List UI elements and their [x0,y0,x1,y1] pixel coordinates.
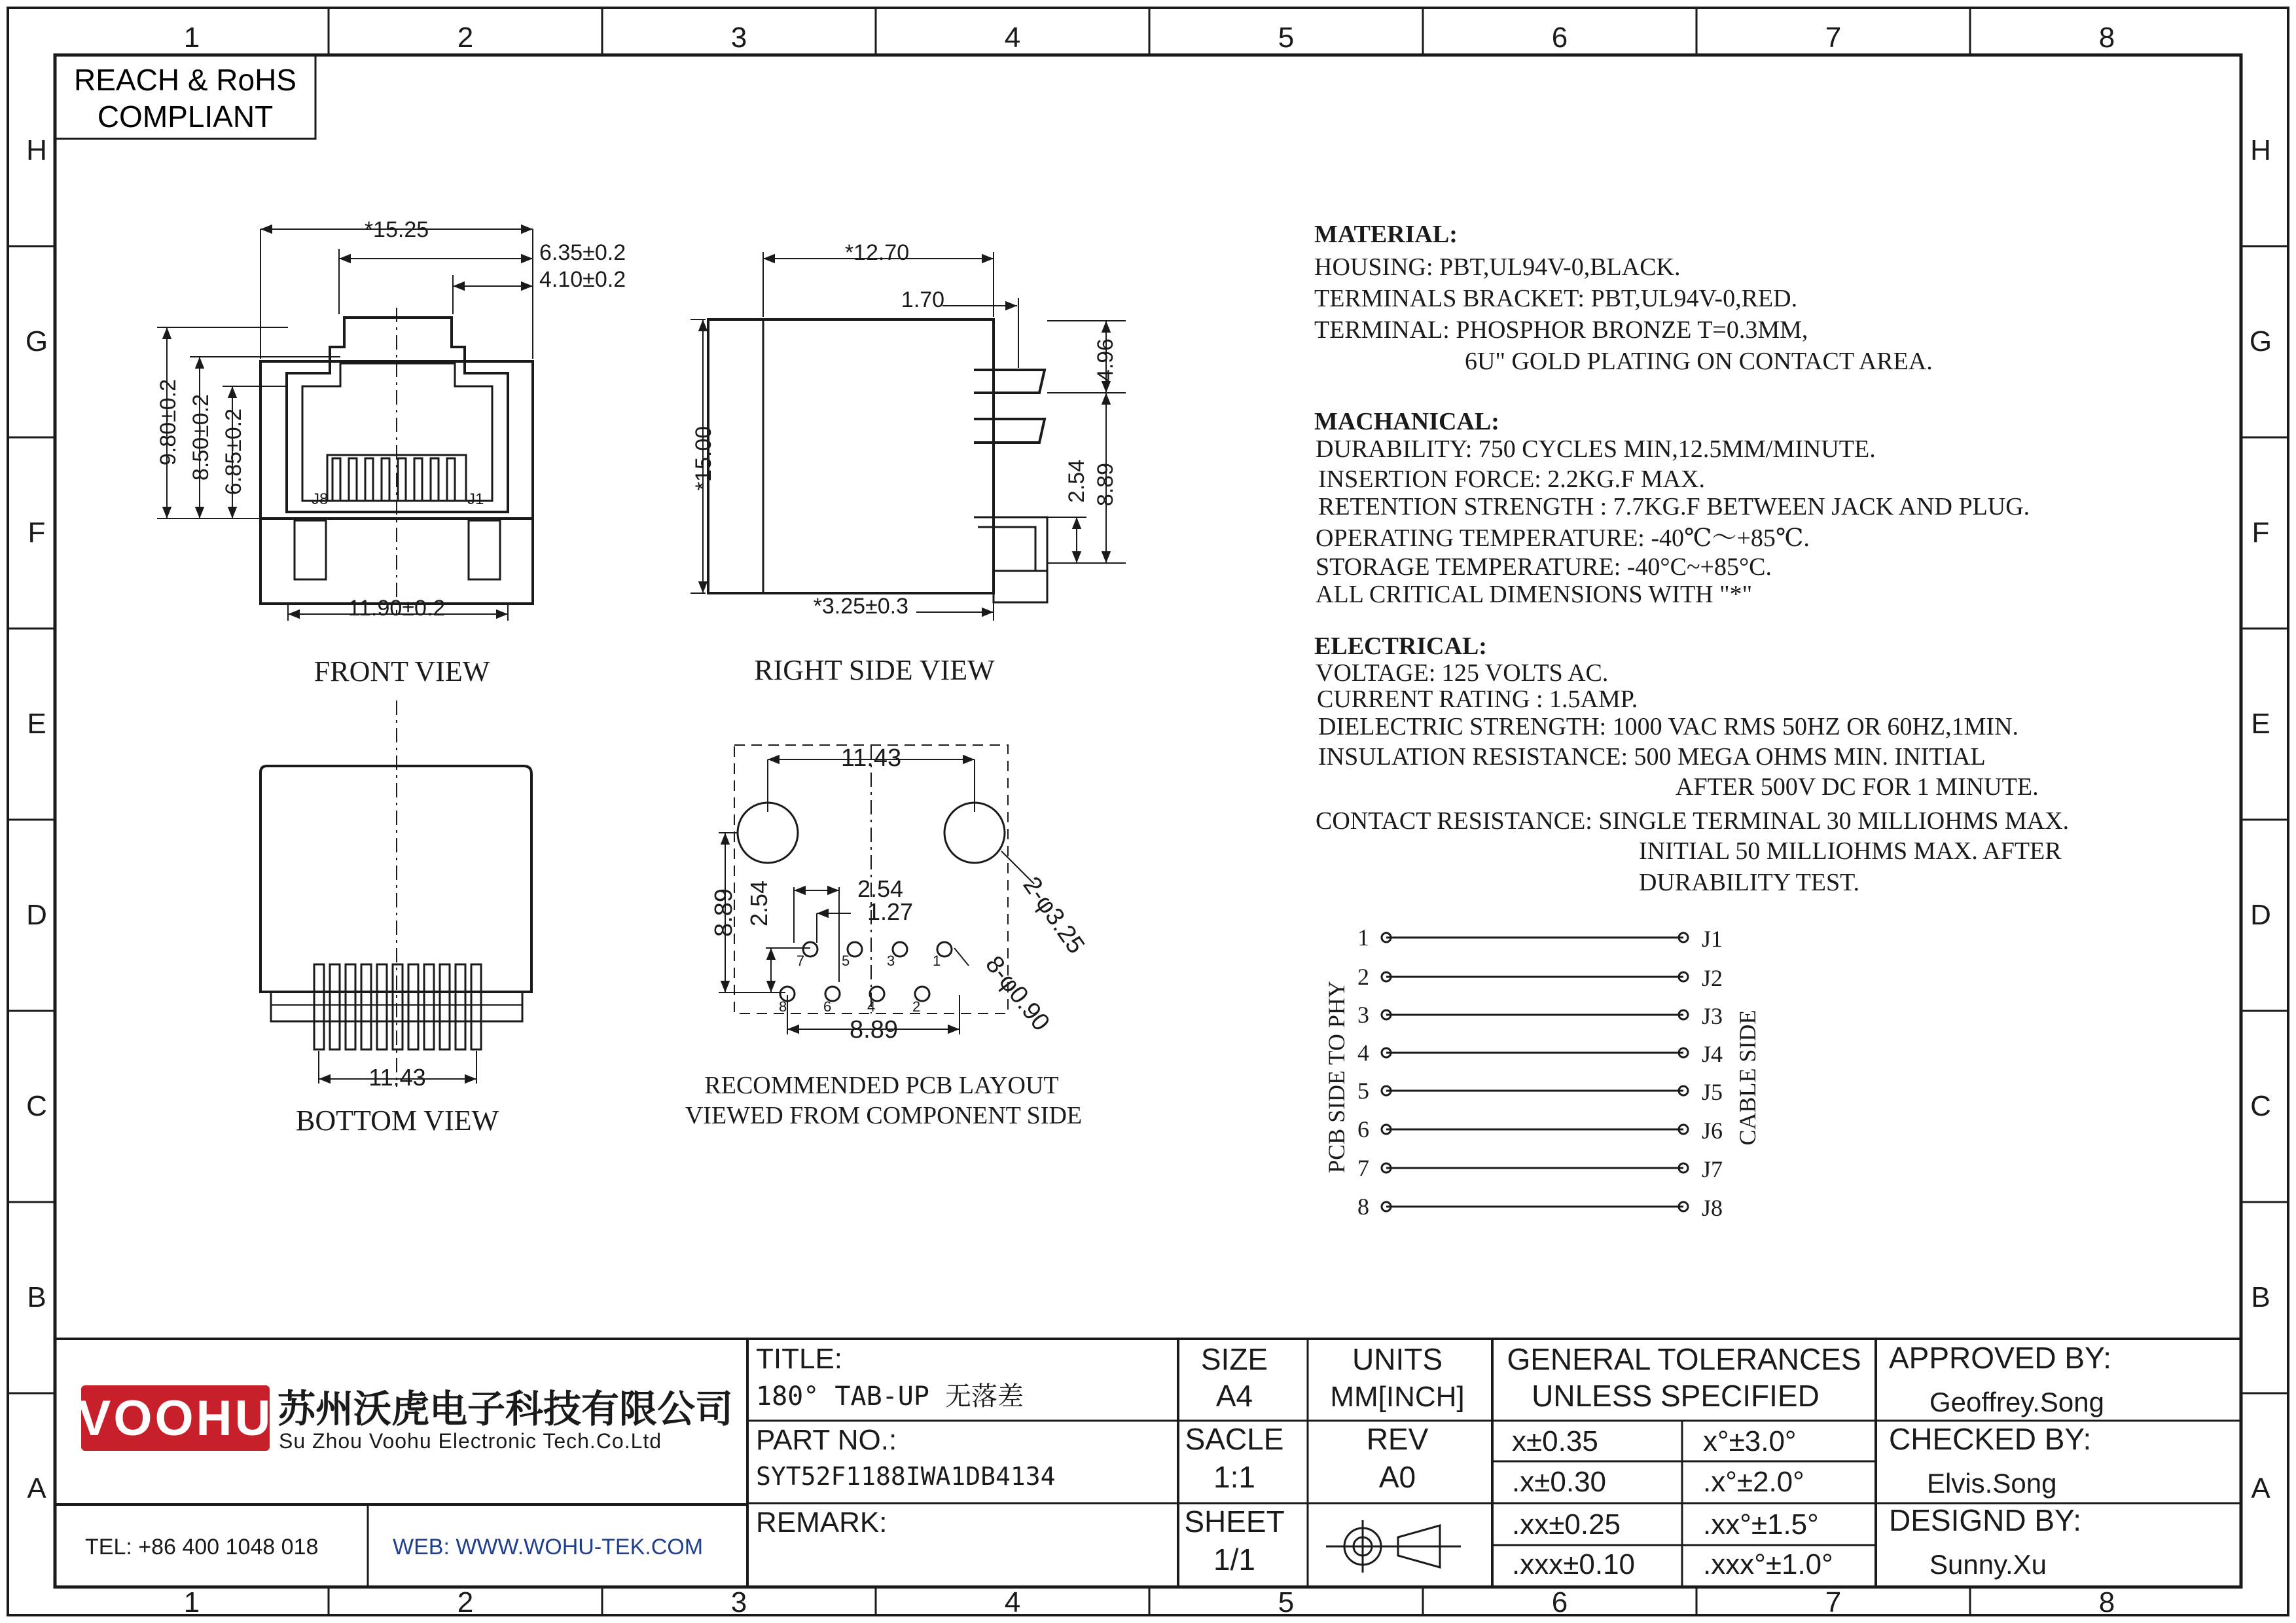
title-label: TITLE: [756,1343,843,1375]
col-number: 3 [730,1586,747,1618]
bottom-view-labels [296,1064,499,1137]
row-letter: B [27,1281,46,1313]
pin-number: 7 [797,953,805,969]
front-contacts [332,458,455,501]
tel-number: TEL: +86 400 1048 018 [85,1535,319,1559]
spec-line: ALL CRITICAL DIMENSIONS WITH "*" [1316,581,1753,608]
tolerance-linear: .x±0.30 [1512,1466,1607,1498]
row-letter: C [2250,1090,2271,1122]
bottom-view-caption: BOTTOM VIEW [295,1104,499,1137]
sheet-label: SHEET [1184,1504,1285,1539]
row-letter: F [27,517,46,549]
tolerance-linear: .xx±0.25 [1512,1508,1621,1541]
left-pin-label: 5 [1357,1078,1369,1104]
row-letter: D [2250,899,2271,931]
dim-label: 2.54 [857,875,904,902]
pcb-layout-labels [685,744,1090,1129]
pin-number: 2 [912,998,921,1015]
part-label: PART NO.: [756,1424,897,1456]
col-number: 8 [2098,1586,2115,1618]
spec-line: INSERTION FORCE: 2.2KG.F MAX. [1318,465,1705,493]
spec-line: TERMINAL: PHOSPHOR BRONZE T=0.3MM, [1314,316,1808,344]
col-number: 4 [1004,22,1021,54]
bottom-view [260,701,531,1087]
dim-label: 1.70 [901,287,945,312]
col-number: 2 [457,1586,474,1618]
col-number: 4 [1004,1586,1021,1618]
col-number: 3 [730,22,747,54]
tolerance-angular: .xxx°±1.0° [1703,1548,1833,1580]
spec-line: CONTACT RESISTANCE: SINGLE TERMINAL 30 MILLIOHMS MAX. [1316,807,2070,835]
pin-number: 5 [842,953,850,969]
right-pin-label: J2 [1702,965,1723,991]
row-letter: H [2250,134,2271,166]
col-number: 5 [1278,22,1295,54]
pin-hole-5 [848,942,862,957]
spec-line: DURABILITY: 750 CYCLES MIN,12.5MM/MINUTE. [1316,435,1876,463]
col-number: 7 [1825,1586,1842,1618]
dim-label: *12.70 [844,240,910,265]
compliance-line2: COMPLIANT [97,100,274,134]
dim-label: 4.96 [1093,338,1118,382]
spec-line: INITIAL 50 MILLIOHMS MAX. AFTER [1639,837,2062,865]
left-pin-label: 7 [1357,1155,1369,1181]
dim-label: 8.89 [1093,462,1118,507]
units-value: MM[INCH] [1330,1381,1465,1413]
row-letter: C [26,1090,47,1122]
dim-label: 4.10±0.2 [539,267,626,292]
spec-line: RETENTION STRENGTH : 7.7KG.F BETWEEN JACK AND PLUG. [1318,493,2030,520]
rev-value: A0 [1378,1460,1416,1494]
front-view [157,229,533,621]
size-value: A4 [1215,1379,1253,1413]
pcb-caption-line1: RECOMMENDED PCB LAYOUT [704,1072,1059,1099]
spec-line: CURRENT RATING : 1.5AMP. [1317,685,1638,713]
dim-label: 2.54 [1064,459,1089,503]
front-view-labels [156,217,626,687]
bottom-pins [314,964,481,1049]
dim-label: 11.90±0.2 [348,596,446,621]
row-letter: B [2251,1281,2270,1313]
dim-label: *15.00 [691,426,716,491]
checked-by: Elvis.Song [1927,1468,2057,1499]
spec-line: OPERATING TEMPERATURE: -40℃～+85℃. [1316,524,1810,552]
size-label: SIZE [1200,1342,1268,1376]
wiring-diagram [1323,924,1761,1221]
pin-hole-7 [803,942,817,957]
tolerance-linear: x±0.35 [1512,1425,1598,1457]
dim-label: 6.85±0.2 [221,408,246,496]
col-number: 6 [1551,22,1568,54]
mechanical-title: MACHANICAL: [1314,408,1499,435]
pin-number: 3 [887,953,895,969]
left-pin-label: 4 [1357,1040,1369,1066]
cable-side-label: CABLE SIDE [1734,1010,1761,1146]
dim-label: 8.89 [850,1016,898,1044]
front-view-caption: FRONT VIEW [314,655,490,687]
pcb-pin-holes [780,942,952,1001]
checked-label: CHECKED BY: [1889,1422,2092,1456]
spec-line: 6U" GOLD PLATING ON CONTACT AREA. [1465,348,1933,375]
approved-by: Geoffrey.Song [1929,1387,2104,1417]
dim-label: 8.50±0.2 [188,393,213,481]
tolerance-linear: .xxx±0.10 [1512,1548,1636,1580]
spec-line: DIELECTRIC STRENGTH: 1000 VAC RMS 50HZ OR 60HZ,1MIN. [1318,713,2019,740]
company-name-cn: 苏州沃虎电子科技有限公司 [278,1388,734,1431]
company-name-en: Su Zhou Voohu Electronic Tech.Co.Ltd [279,1429,662,1453]
row-letter: E [2251,708,2270,740]
spec-line: DURABILITY TEST. [1639,869,1860,896]
spec-line: INSULATION RESISTANCE: 500 MEGA OHMS MIN. INITIAL [1318,743,1986,771]
tolerance-angular: .x°±2.0° [1703,1466,1804,1498]
tolerance-title-2: UNLESS SPECIFIED [1532,1379,1820,1413]
pin-number: 8 [779,998,787,1015]
dim-label: 11.43 [368,1064,426,1091]
dim-label: 9.80±0.2 [156,378,181,466]
scale-value: 1:1 [1213,1460,1255,1494]
col-number: 1 [183,1586,200,1618]
row-letter: E [27,708,46,740]
tolerance-angular: x°±3.0° [1703,1425,1797,1457]
remark-label: REMARK: [756,1506,888,1539]
pin-label-j1: J1 [467,490,484,508]
right-pin-label: J3 [1702,1003,1723,1029]
left-pin-label: 6 [1357,1116,1369,1142]
compliance-line1: REACH & RoHS [74,63,296,97]
dim-label: 2.54 [745,880,772,927]
row-letter: F [2251,517,2270,549]
left-pin-label: 8 [1357,1194,1369,1220]
row-letter: A [2251,1472,2270,1504]
electrical-title: ELECTRICAL: [1314,632,1487,660]
row-letter: D [26,899,47,931]
dim-label: 11.43 [840,744,902,772]
left-pin-label: 1 [1357,924,1369,951]
rev-label: REV [1366,1422,1429,1456]
left-pin-label: 2 [1357,964,1369,990]
row-letter: A [27,1472,46,1504]
specifications [1314,221,2069,896]
col-number: 1 [183,22,200,54]
right-pin-label: J5 [1702,1079,1723,1105]
spec-line: AFTER 500V DC FOR 1 MINUTE. [1676,773,2039,801]
right-pin-label: J4 [1702,1041,1723,1067]
right-pin-label: J6 [1702,1118,1723,1144]
title-block-text [756,1341,2111,1580]
website-link[interactable]: WEB: WWW.WOHU-TEK.COM [393,1535,704,1559]
right-pin-label: J1 [1702,926,1723,952]
col-number: 7 [1825,22,1842,54]
row-letter: G [25,325,48,357]
title-block [55,1339,2241,1587]
pin-label-j8: J8 [312,490,329,508]
spec-line: VOLTAGE: 125 VOLTS AC. [1316,659,1609,687]
company-logo [78,1385,274,1451]
spec-line: TERMINALS BRACKET: PBT,UL94V-0,RED. [1314,285,1798,312]
designed-by: Sunny.Xu [1929,1549,2047,1580]
col-number: 5 [1278,1586,1295,1618]
left-pin-label: 3 [1357,1002,1369,1028]
title-value: 180° TAB-UP 无落差 [756,1381,1024,1412]
pin-number: 1 [933,953,941,969]
approved-label: APPROVED BY: [1889,1341,2112,1375]
material-title: MATERIAL: [1314,221,1458,248]
row-letter: H [26,134,47,166]
pin-number: 4 [867,998,876,1015]
scale-label: SACLE [1185,1422,1284,1456]
tolerance-angular: .xx°±1.5° [1703,1508,1819,1541]
right-side-view-labels [691,240,1118,686]
tolerance-title-1: GENERAL TOLERANCES [1507,1342,1861,1376]
dim-label: 1.27 [867,898,914,925]
spec-line: STORAGE TEMPERATURE: -40°C~+85°C. [1316,553,1772,581]
right-side-view-caption: RIGHT SIDE VIEW [754,654,995,686]
projection-symbol-icon [1326,1520,1461,1573]
pcb-caption-line2: VIEWED FROM COMPONENT SIDE [685,1102,1083,1129]
logo-text: VOOHU [77,1391,274,1446]
right-pin-label: J7 [1702,1156,1723,1182]
right-pin-label: J8 [1702,1195,1723,1221]
dim-label: 2-φ3.25 [1017,871,1090,959]
pcb-side-label: PCB SIDE TO PHY [1323,981,1350,1173]
compliance-box [55,55,315,139]
row-letter: G [2249,325,2272,357]
units-label: UNITS [1352,1342,1443,1376]
spec-line: HOUSING: PBT,UL94V-0,BLACK. [1314,253,1681,281]
part-number: SYT52F1188IWA1DB4134 [756,1462,1056,1491]
dim-label: 8-φ0.90 [980,951,1055,1036]
col-number: 6 [1551,1586,1568,1618]
col-number: 8 [2098,22,2115,54]
dim-label: 6.35±0.2 [539,240,626,265]
dim-label: *3.25±0.3 [813,594,908,619]
designed-label: DESIGND BY: [1889,1503,2081,1537]
col-number: 2 [457,22,474,54]
pin-number: 6 [823,998,832,1015]
dim-label: *15.25 [364,217,429,242]
pin-hole-3 [893,942,907,957]
dim-label: 8.89 [710,888,738,937]
sheet-value: 1/1 [1213,1542,1255,1577]
